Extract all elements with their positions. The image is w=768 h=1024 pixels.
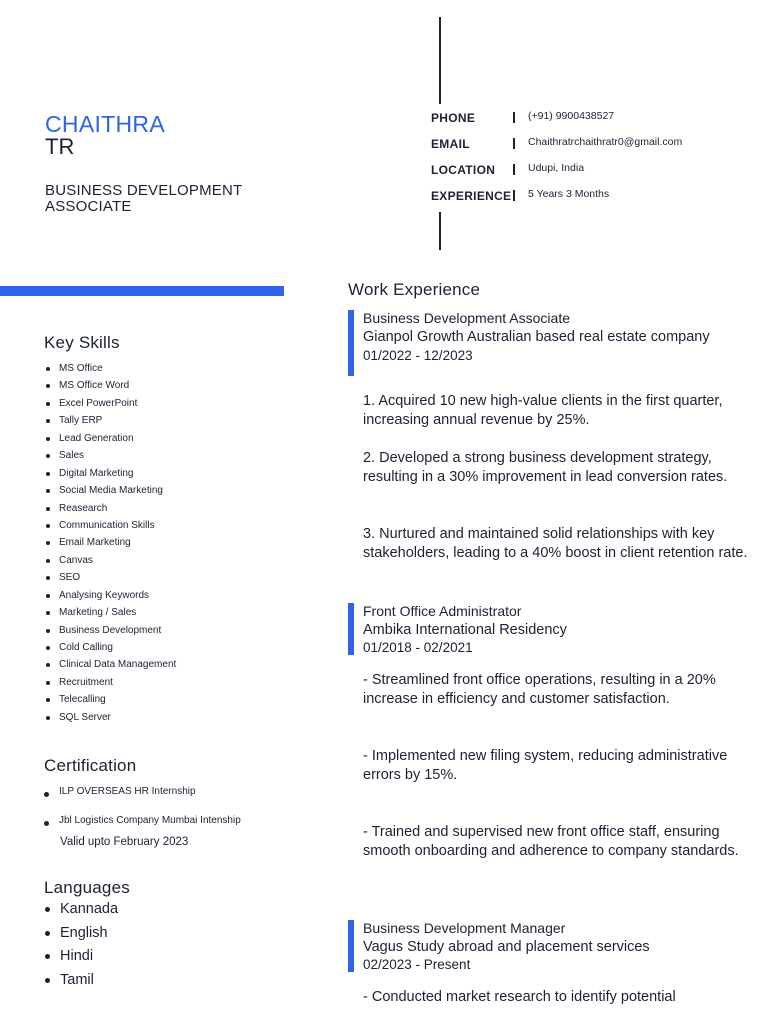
list-item: Clinical Data Management (46, 658, 176, 675)
work-experience-heading: Work Experience (348, 280, 481, 299)
languages-list (45, 899, 118, 993)
certification-heading: Certification (44, 756, 137, 775)
list-item: Kannada (45, 899, 118, 923)
email-value: Chaithratrchaithratr0@gmail.com (528, 136, 683, 148)
list-item: Excel PowerPoint (46, 397, 176, 414)
list-item: Telecalling (46, 693, 176, 710)
job-achievement: - Implemented new filing system, reducing administrative errors by 15%. (363, 748, 728, 783)
list-item: Hindi (45, 946, 118, 970)
list-item: Reasearch (46, 502, 176, 519)
list-item: Sales (46, 449, 176, 466)
list-item: Communication Skills (46, 519, 176, 536)
job-achievement: - Conducted market research to identify potential (363, 989, 676, 1005)
job-achievement: 2. Developed a strong business development strategy, resulting in a 30% improvement in lead conversion rates. (363, 450, 728, 485)
job-title: Business Development Manager (363, 920, 566, 936)
job-title: Business Development Associate (363, 310, 570, 326)
list-item: Digital Marketing (46, 467, 176, 484)
contact-separator (513, 190, 515, 201)
job-accent-bar (348, 920, 354, 972)
list-item: Canvas (46, 554, 176, 571)
list-item: Tamil (45, 970, 118, 994)
list-item: Social Media Marketing (46, 484, 176, 501)
contact-separator (513, 138, 515, 149)
job-company: Ambika International Residency (363, 622, 567, 638)
job-achievement: 3. Nurtured and maintained solid relationships with key stakeholders, leading to a 40% boost in client retention rate. (363, 526, 748, 561)
first-name: CHAITHRA (45, 111, 165, 137)
list-item: Recruitment (46, 676, 176, 693)
location-value: Udupi, India (528, 162, 585, 174)
list-item: MS Office Word (46, 379, 176, 396)
bullet-icon (44, 821, 49, 826)
list-item: SEO (46, 571, 176, 588)
job-achievement: - Trained and supervised new front office staff, ensuring smooth onboarding and adherence to company standards. (363, 824, 739, 859)
job-dates: 01/2022 - 12/2023 (363, 348, 473, 363)
certification-item (44, 786, 196, 797)
experience-value: 5 Years 3 Months (528, 188, 610, 200)
job-header (363, 310, 733, 365)
job-company: Gianpol Growth Australian based real estate company (363, 329, 710, 345)
divider-line-bottom (439, 212, 441, 250)
divider-line-top (439, 17, 441, 104)
job-accent-bar (348, 603, 354, 655)
job-achievement: 1. Acquired 10 new high-value clients in the first quarter, increasing annual revenue by 25%. (363, 393, 723, 428)
job-entry (348, 310, 748, 376)
list-item: Business Development (46, 624, 176, 641)
job-entry (348, 920, 748, 972)
contact-separator (513, 164, 515, 175)
job-header (363, 603, 733, 657)
job-achievement: - Streamlined front office operations, resulting in a 20% increase in efficiency and customer satisfaction. (363, 672, 716, 707)
languages-heading: Languages (44, 878, 130, 897)
bullet-icon (44, 792, 49, 797)
phone-value: (+91) 9900438527 (528, 110, 615, 122)
job-header (363, 920, 733, 974)
job-company: Vagus Study abroad and placement services (363, 939, 650, 955)
list-item: Lead Generation (46, 432, 176, 449)
certification-label: ILP OVERSEAS HR Internship (59, 786, 196, 797)
certification-label: Jbl Logistics Company Mumbai Intenship (59, 815, 241, 826)
list-item: Marketing / Sales (46, 606, 176, 623)
contact-separator (513, 112, 515, 123)
job-title: Front Office Administrator (363, 603, 522, 619)
job-dates: 02/2023 - Present (363, 957, 471, 972)
contact-label: EXPERIENCE (431, 189, 512, 203)
skills-list (46, 362, 176, 728)
job-accent-bar (348, 310, 354, 376)
list-item: Email Marketing (46, 536, 176, 553)
contact-label: PHONE (431, 111, 476, 125)
job-role: BUSINESS DEVELOPMENT ASSOCIATE (45, 182, 243, 215)
list-item: SQL Server (46, 711, 176, 728)
contact-label: LOCATION (431, 163, 496, 177)
list-item: English (45, 923, 118, 947)
list-item: Cold Calling (46, 641, 176, 658)
list-item: Analysing Keywords (46, 589, 176, 606)
last-name: TR (45, 134, 75, 159)
job-entry (348, 603, 748, 655)
skills-heading: Key Skills (44, 333, 120, 352)
job-dates: 01/2018 - 02/2021 (363, 640, 473, 655)
list-item: MS Office (46, 362, 176, 379)
certification-note: Valid upto February 2023 (60, 836, 189, 848)
contact-label: EMAIL (431, 137, 470, 151)
list-item: Tally ERP (46, 414, 176, 431)
certification-item (44, 815, 241, 826)
accent-bar (0, 286, 284, 296)
